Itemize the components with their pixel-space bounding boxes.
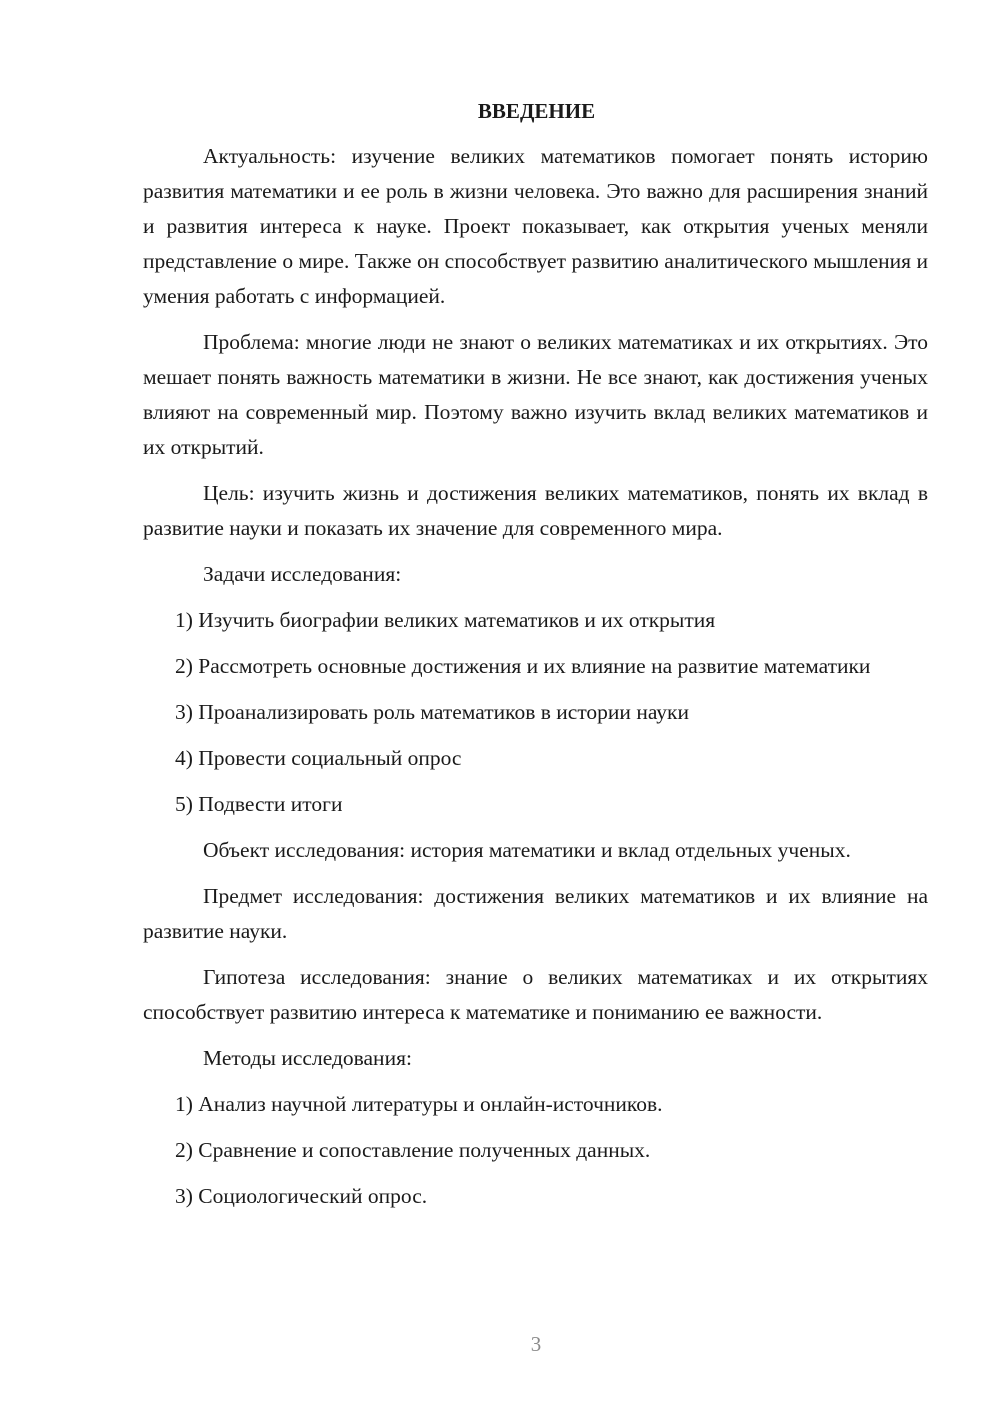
paragraph-goal: Цель: изучить жизнь и достижения великих математиков, понять их вклад в развитие науки и показать их значение для современного мира. bbox=[143, 481, 928, 540]
page-title: ВВЕДЕНИЕ bbox=[477, 99, 596, 123]
list-item: 3) Проанализировать роль математиков в истории науки bbox=[175, 700, 689, 724]
paragraph-hypothesis: Гипотеза исследования: знание о великих математиках и их открытиях способствует развитию интереса к математике и пониманию ее важности. bbox=[143, 965, 928, 1024]
list-item: 3) Социологический опрос. bbox=[175, 1184, 428, 1208]
paragraph-object: Объект исследования: история математики и вклад отдельных ученых. bbox=[203, 838, 851, 862]
paragraph-relevance: Актуальность: изучение великих математиков помогает понять историю развития математики и ее роль в жизни человека. Это важно для расширения знаний и развития интереса к науке. Проект показывает, как открытия ученых меняли представление о мире. Также он способствует развитию аналитического мышления и умения работать с информацией. bbox=[143, 144, 928, 308]
list-item: 2) Рассмотреть основные достижения и их влияние на развитие математики bbox=[175, 654, 871, 678]
list-item: 1) Анализ научной литературы и онлайн-источников. bbox=[175, 1092, 663, 1116]
methods-list bbox=[143, 1087, 928, 1214]
list-item: 1) Изучить биографии великих математиков и их открытия bbox=[175, 608, 716, 632]
tasks-list bbox=[143, 603, 928, 822]
paragraph-problem: Проблема: многие люди не знают о великих математиках и их открытиях. Это мешает понять важность математики в жизни. Не все знают, как достижения ученых влияют на современный мир. Поэтому важно изучить вклад великих математиков и их открытий. bbox=[143, 330, 928, 459]
list-item: 4) Провести социальный опрос bbox=[175, 746, 462, 770]
document-body bbox=[143, 94, 928, 1214]
tasks-heading: Задачи исследования: bbox=[203, 562, 402, 586]
paragraph-subject: Предмет исследования: достижения великих математиков и их влияние на развитие науки. bbox=[143, 884, 928, 943]
methods-heading: Методы исследования: bbox=[203, 1046, 412, 1070]
list-item: 2) Сравнение и сопоставление полученных данных. bbox=[175, 1138, 651, 1162]
list-item: 5) Подвести итоги bbox=[175, 792, 343, 816]
page-number: 3 bbox=[530, 1332, 542, 1356]
